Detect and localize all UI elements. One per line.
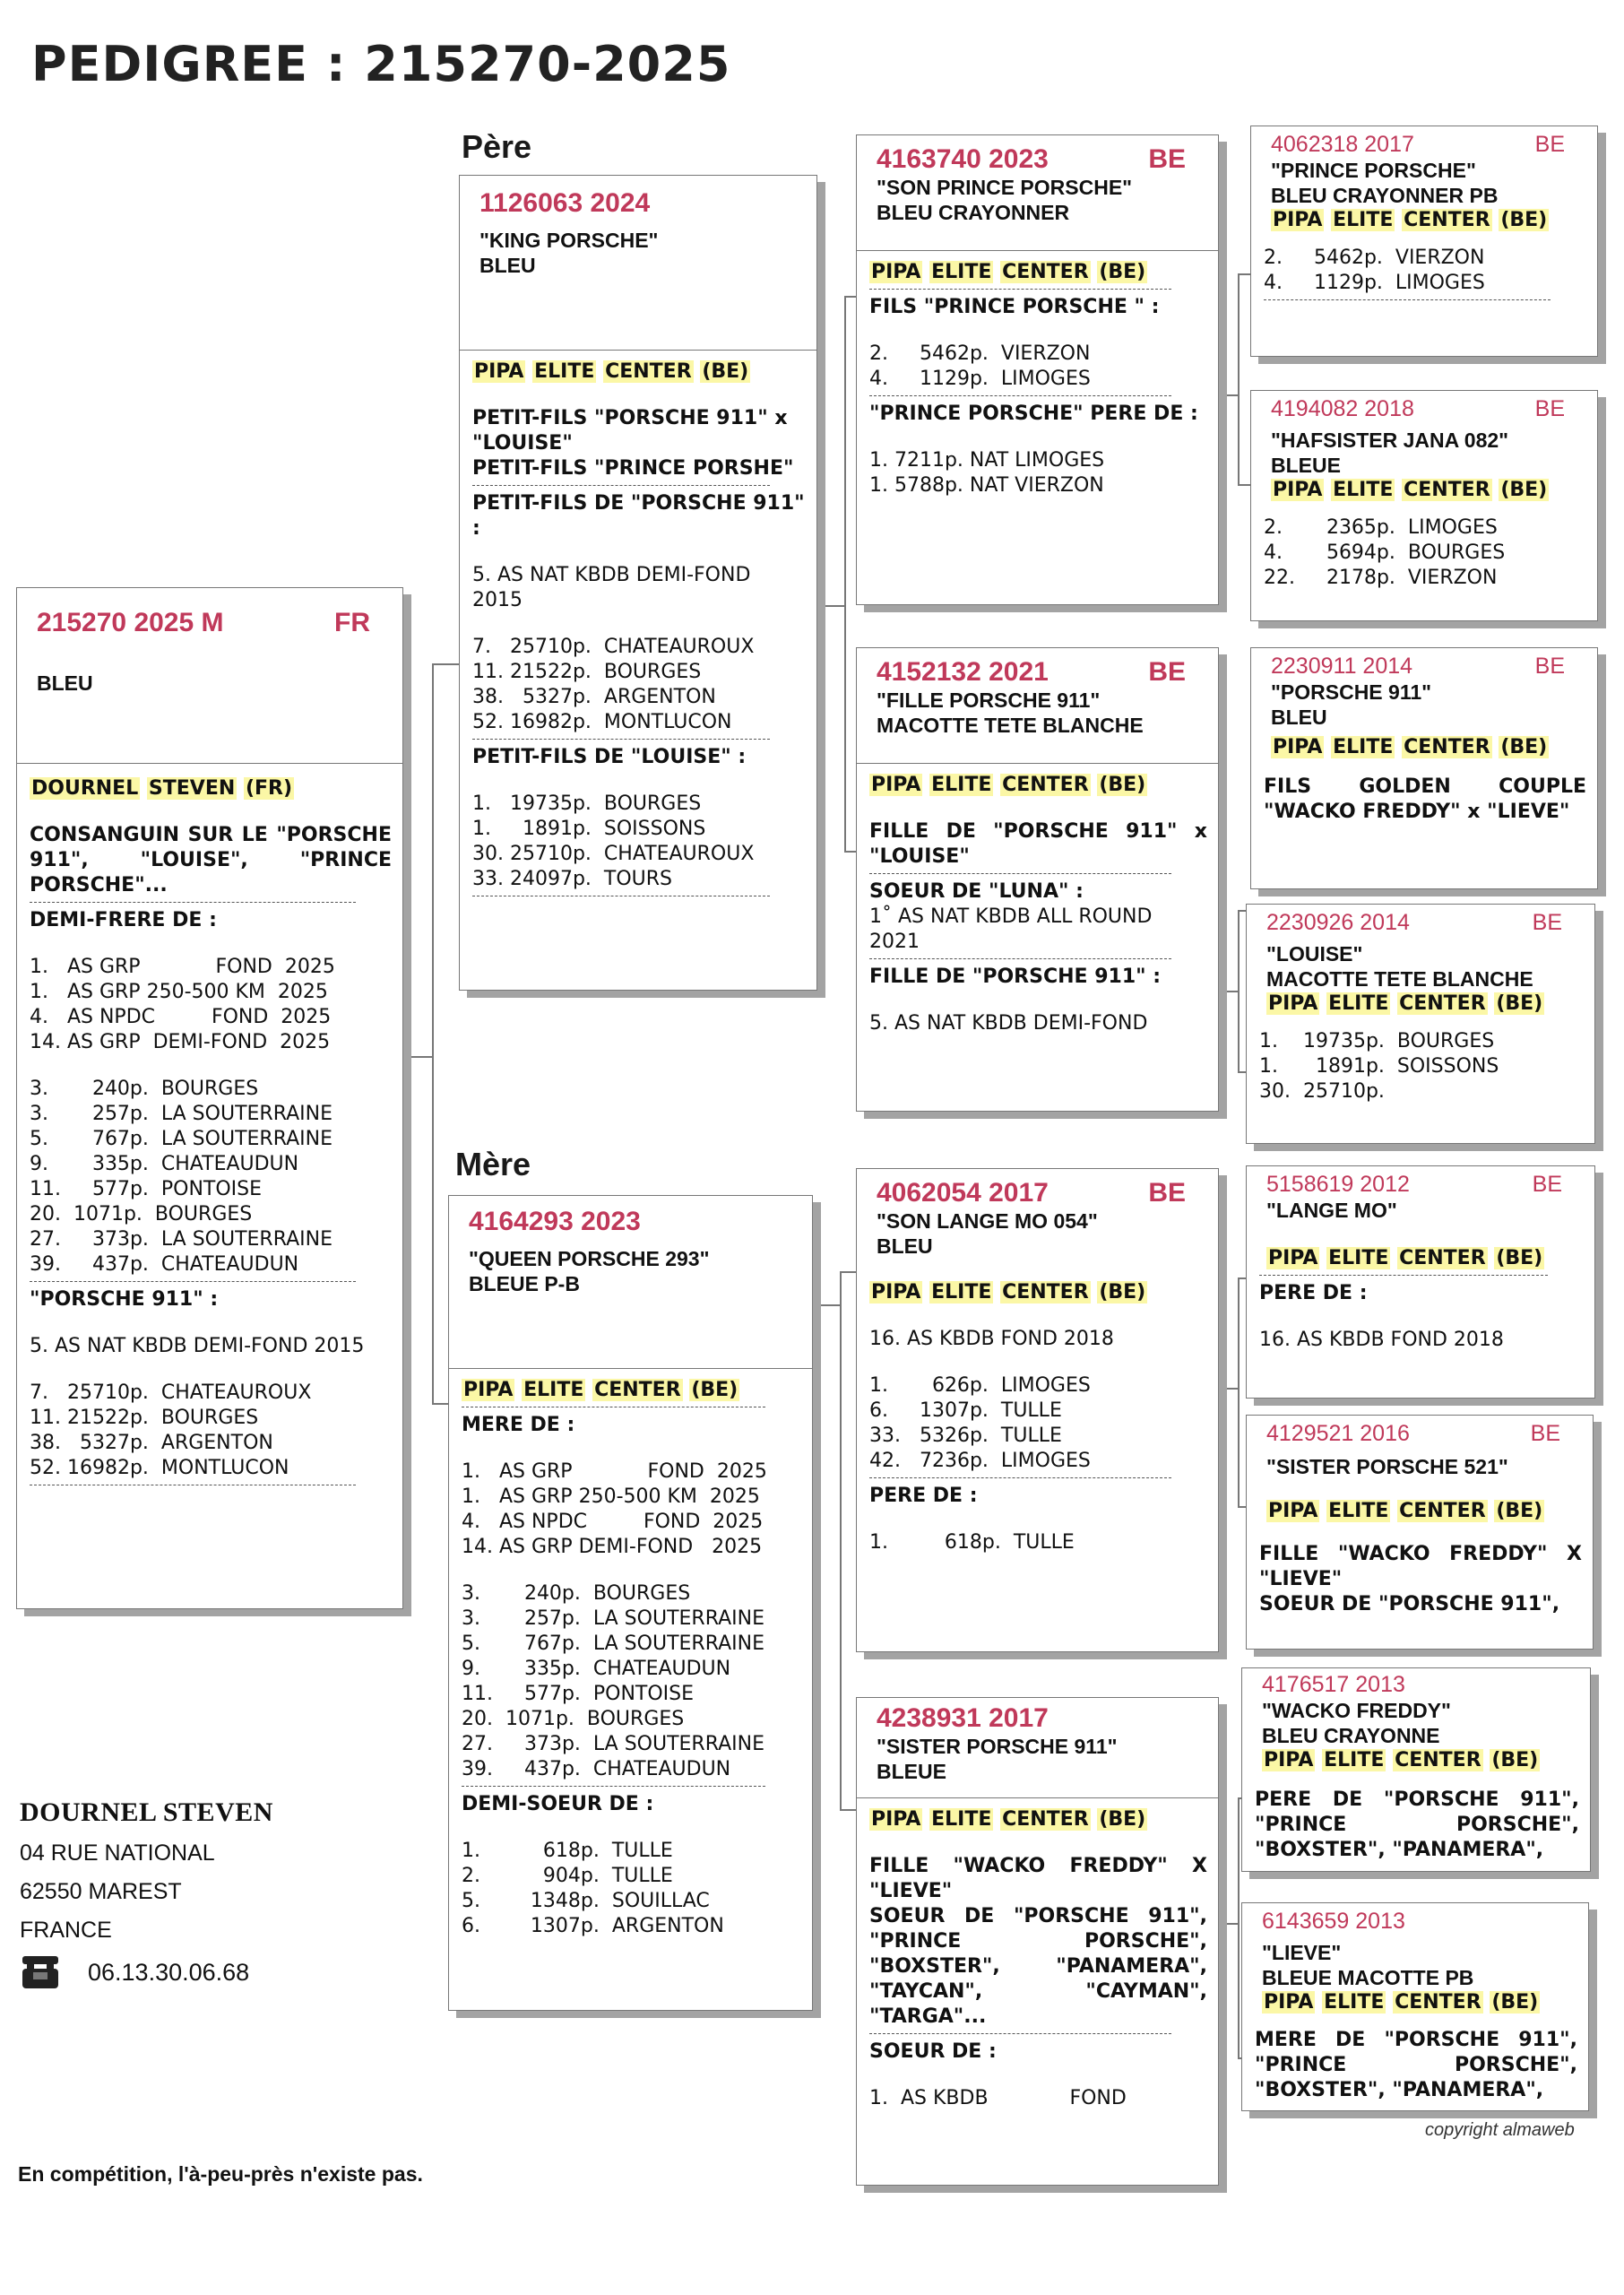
breeder-contact bbox=[20, 1797, 273, 1990]
mf-name: "SON LANGE MO 054" bbox=[877, 1209, 1098, 1233]
subject-note: CONSANGUIN SUR LE "PORSCHE 911", "LOUISE", "PRINCE PORSCHE"... bbox=[30, 824, 392, 896]
father-label: Père bbox=[462, 128, 532, 165]
mm-section2-title: SOEUR DE : bbox=[869, 2040, 997, 2063]
ffm-result: 4. 5694p. BOURGES bbox=[1264, 541, 1506, 564]
fmm-result: 30. 25710p. bbox=[1259, 1080, 1385, 1103]
fm-section1-title: SOEUR DE "LUNA" : bbox=[869, 880, 1084, 903]
ffm-result: 22. 2178p. VIERZON bbox=[1264, 567, 1498, 589]
mm-name: "SISTER PORSCHE 911" bbox=[877, 1735, 1118, 1758]
mfm-note1: FILLE "WACKO FREDDY" X "LIEVE" bbox=[1259, 1543, 1582, 1590]
fmf-country: BE bbox=[1534, 654, 1565, 679]
connector-mother-vertical bbox=[840, 1271, 842, 1809]
fmf-card bbox=[1250, 647, 1598, 889]
mmm-ring: 6143659 2013 bbox=[1262, 1909, 1405, 1934]
fm-line1: FILLE DE "PORSCHE 911" x "LOUISE" bbox=[869, 820, 1207, 868]
father-section2-title: PETIT-FILS DE "LOUISE" : bbox=[472, 746, 747, 768]
mother-loft-tag: PIPA ELITE CENTER (BE) bbox=[463, 1379, 739, 1401]
breeder-country: FRANCE bbox=[20, 1918, 112, 1943]
connector-father bbox=[432, 663, 459, 665]
ffm-card bbox=[1250, 390, 1598, 621]
mmm-note: MERE DE "PORSCHE 911", "PRINCE PORSCHE", "BOXSTER", "PANAMERA", bbox=[1255, 2029, 1577, 2101]
fmm-result: 1. 19735p. BOURGES bbox=[1259, 1030, 1495, 1052]
connector-mm bbox=[840, 1809, 856, 1811]
fff-loft-tag: PIPA ELITE CENTER (BE) bbox=[1273, 209, 1548, 231]
fmm-color: MACOTTE TETE BLANCHE bbox=[1266, 967, 1533, 991]
fm-section2-title: FILLE DE "PORSCHE 911" : bbox=[869, 966, 1162, 988]
ff-ring: 4163740 2023 bbox=[877, 144, 1049, 174]
ffm-country: BE bbox=[1534, 396, 1565, 421]
fm-section1-line: 1˚ AS NAT KBDB ALL ROUND 2021 bbox=[869, 905, 1153, 953]
connector-mf-out bbox=[1226, 1388, 1239, 1390]
fff-country: BE bbox=[1534, 132, 1565, 157]
connector-mm-out bbox=[1226, 1923, 1239, 1925]
mother-results: 3. 240p. BOURGES 3. 257p. LA SOUTERRAINE 5. 767p. LA SOUTERRAINE 9. 335p. CHATEAUDUN 11. 577p. PONTOISE 20. 1071p. BOURGES 27. 373p. LA SOUTERRAINE 39. 437p. CHATEAUDUN bbox=[462, 1582, 764, 1780]
page-title: PEDIGREE : 215270-2025 bbox=[31, 36, 731, 92]
mmm-card bbox=[1241, 1902, 1589, 2111]
fff-color: BLEU CRAYONNER PB bbox=[1271, 184, 1499, 207]
breeder-name: DOURNEL STEVEN bbox=[20, 1797, 273, 1827]
mfm-country: BE bbox=[1530, 1421, 1560, 1446]
father-section2-results: 1. 19735p. BOURGES 1. 1891p. SOISSONS 30. 25710p. CHATEAUROUX 33. 24097p. TOURS bbox=[472, 792, 755, 890]
ff-section1-title: FILS "PRINCE PORSCHE " : bbox=[869, 296, 1160, 318]
fmf-loft-tag: PIPA ELITE CENTER (BE) bbox=[1273, 736, 1548, 758]
mf-loft-tag: PIPA ELITE CENTER (BE) bbox=[871, 1281, 1146, 1303]
connector-mf-vertical bbox=[1238, 1277, 1240, 1506]
connector-mother bbox=[432, 1403, 448, 1405]
subject-section2-title: "PORSCHE 911" : bbox=[30, 1288, 219, 1311]
subject-section1-title: DEMI-FRERE DE : bbox=[30, 909, 217, 931]
mm-section2-line: 1. AS KBDB FOND bbox=[869, 2087, 1127, 2109]
fmm-country: BE bbox=[1532, 910, 1562, 935]
fmf-color: BLEU bbox=[1271, 706, 1327, 729]
breeder-phone[interactable]: 06.13.30.06.68 bbox=[88, 1958, 250, 1986]
subject-color: BLEU bbox=[37, 671, 93, 695]
connector-ff-vertical bbox=[1238, 273, 1240, 484]
mf-section2-results: 1. 618p. TULLE bbox=[869, 1531, 1075, 1554]
ffm-name: "HAFSISTER JANA 082" bbox=[1271, 429, 1509, 452]
fm-section2-line: 5. AS NAT KBDB DEMI-FOND bbox=[869, 1012, 1148, 1035]
subject-section2-line: 5. AS NAT KBDB DEMI-FOND 2015 bbox=[30, 1335, 365, 1357]
mmm-name: "LIEVE" bbox=[1262, 1941, 1342, 1964]
mf-country: BE bbox=[1148, 1178, 1186, 1208]
mother-section1-title: MERE DE : bbox=[462, 1414, 575, 1436]
connector-parents-vertical bbox=[432, 663, 434, 1403]
fff-ring: 4062318 2017 bbox=[1271, 132, 1414, 157]
fm-name: "FILLE PORSCHE 911" bbox=[877, 688, 1101, 712]
fmm-loft-tag: PIPA ELITE CENTER (BE) bbox=[1268, 992, 1543, 1015]
breeder-address-line2: 62550 MAREST bbox=[20, 1879, 182, 1904]
father-line1: PETIT-FILS "PORSCHE 911" x "LOUISE" bbox=[472, 407, 788, 455]
mff-card bbox=[1246, 1165, 1595, 1399]
copyright: copyright almaweb bbox=[1425, 2120, 1575, 2140]
fm-color: MACOTTE TETE BLANCHE bbox=[877, 714, 1144, 737]
connector-mm-vertical bbox=[1238, 1797, 1240, 2057]
mff-section-title: PERE DE : bbox=[1259, 1282, 1368, 1304]
ff-country: BE bbox=[1148, 144, 1186, 174]
mfm-loft-tag: PIPA ELITE CENTER (BE) bbox=[1268, 1500, 1543, 1522]
mmm-color: BLEUE MACOTTE PB bbox=[1262, 1966, 1474, 1989]
mff-loft-tag: PIPA ELITE CENTER (BE) bbox=[1268, 1247, 1543, 1269]
mff-name: "LANGE MO" bbox=[1266, 1199, 1397, 1222]
connector-mf bbox=[840, 1271, 856, 1273]
connector-ffm bbox=[1238, 484, 1250, 486]
mother-section2-title: DEMI-SOEUR DE : bbox=[462, 1793, 654, 1815]
father-section1-results: 7. 25710p. CHATEAUROUX 11. 21522p. BOURGES 38. 5327p. ARGENTON 52. 16982p. MONTLUCON bbox=[472, 636, 755, 733]
mfm-note2: SOEUR DE "PORSCHE 911", bbox=[1259, 1593, 1560, 1615]
ffm-ring: 4194082 2018 bbox=[1271, 396, 1414, 421]
mfm-ring: 4129521 2016 bbox=[1266, 1421, 1410, 1446]
mf-results: 1. 626p. LIMOGES 6. 1307p. TULLE 33. 5326p. TULLE 42. 7236p. LIMOGES bbox=[869, 1374, 1091, 1472]
fm-loft-tag: PIPA ELITE CENTER (BE) bbox=[871, 774, 1146, 796]
mm-color: BLEUE bbox=[877, 1760, 946, 1783]
ffm-result: 2. 2365p. LIMOGES bbox=[1264, 516, 1498, 539]
telephone-icon bbox=[20, 1954, 61, 1990]
mf-color: BLEU bbox=[877, 1234, 933, 1258]
mmf-color: BLEU CRAYONNE bbox=[1262, 1724, 1440, 1747]
mff-country: BE bbox=[1532, 1172, 1562, 1197]
subject-titles: 1. AS GRP FOND 2025 1. AS GRP 250-500 KM 2025 4. AS NPDC FOND 2025 14. AS GRP DEMI-FOND 2025 bbox=[30, 956, 335, 1053]
ff-color: BLEU CRAYONNER bbox=[877, 201, 1070, 224]
mmf-note: PERE DE "PORSCHE 911", "PRINCE PORSCHE", "BOXSTER", "PANAMERA", bbox=[1255, 1788, 1579, 1861]
mff-ring: 5158619 2012 bbox=[1266, 1172, 1410, 1197]
mfm-name: "SISTER PORSCHE 521" bbox=[1266, 1455, 1508, 1478]
connector-subject bbox=[403, 1056, 433, 1058]
mf-card bbox=[856, 1168, 1219, 1652]
mfm-card bbox=[1246, 1415, 1594, 1650]
mm-line1: FILLE "WACKO FREDDY" X "LIEVE" bbox=[869, 1855, 1207, 1902]
fmm-card bbox=[1246, 904, 1595, 1144]
fmm-ring: 2230926 2014 bbox=[1266, 910, 1410, 935]
mmf-loft-tag: PIPA ELITE CENTER (BE) bbox=[1264, 1749, 1539, 1771]
connector-fm-vertical bbox=[1238, 910, 1240, 1071]
subject-card bbox=[16, 587, 403, 1609]
connector-fm bbox=[844, 851, 856, 853]
fm-card bbox=[856, 647, 1219, 1112]
mf-section2-title: PERE DE : bbox=[869, 1485, 978, 1507]
father-ring: 1126063 2024 bbox=[479, 188, 651, 218]
fff-result: 4. 1129p. LIMOGES bbox=[1264, 272, 1485, 294]
mother-color: BLEUE P-B bbox=[469, 1272, 580, 1295]
connector-ff bbox=[844, 296, 856, 298]
mother-card bbox=[448, 1195, 813, 2011]
father-section1-line: 5. AS NAT KBDB DEMI-FOND 2015 bbox=[472, 564, 751, 611]
connector-ff-out bbox=[1226, 394, 1239, 396]
subject-section2-results: 7. 25710p. CHATEAUROUX 11. 21522p. BOURGES 38. 5327p. ARGENTON 52. 16982p. MONTLUCON bbox=[30, 1381, 312, 1479]
fm-ring: 4152132 2021 bbox=[877, 657, 1049, 687]
mother-ring: 4164293 2023 bbox=[469, 1207, 641, 1236]
mmm-loft-tag: PIPA ELITE CENTER (BE) bbox=[1264, 1991, 1539, 2014]
subject-country: FR bbox=[334, 608, 370, 637]
mother-section2-results: 1. 618p. TULLE 2. 904p. TULLE 5. 1348p. SOUILLAC 6. 1307p. ARGENTON bbox=[462, 1840, 724, 1937]
father-color: BLEU bbox=[479, 254, 536, 277]
subject-ring: 215270 2025 M bbox=[37, 608, 224, 637]
mother-name: "QUEEN PORSCHE 293" bbox=[469, 1247, 710, 1270]
connector-fm-out bbox=[1226, 991, 1239, 992]
connector-fff bbox=[1238, 273, 1250, 275]
motto: En compétition, l'à-peu-près n'existe pas. bbox=[18, 2162, 423, 2186]
father-card bbox=[459, 175, 817, 991]
mmf-card bbox=[1241, 1667, 1591, 1872]
mf-title-line: 16. AS KBDB FOND 2018 bbox=[869, 1328, 1114, 1350]
connector-mother-out bbox=[821, 1304, 841, 1306]
connector-father-vertical bbox=[844, 296, 846, 852]
subject-owner-tag: DOURNEL STEVEN (FR) bbox=[31, 777, 293, 800]
connector-father-out bbox=[825, 605, 845, 607]
ffm-loft-tag: PIPA ELITE CENTER (BE) bbox=[1273, 479, 1548, 501]
breeder-address-line1: 04 RUE NATIONAL bbox=[20, 1840, 215, 1866]
fmf-note: FILS GOLDEN COUPLE "WACKO FREDDY" x "LIEVE" bbox=[1264, 775, 1586, 823]
mmf-ring: 4176517 2013 bbox=[1262, 1672, 1405, 1697]
ff-section2-title: "PRINCE PORSCHE" PERE DE : bbox=[869, 403, 1198, 425]
mm-ring: 4238931 2017 bbox=[877, 1703, 1049, 1733]
fmf-name: "PORSCHE 911" bbox=[1271, 680, 1432, 704]
father-name: "KING PORSCHE" bbox=[479, 229, 659, 252]
ff-name: "SON PRINCE PORSCHE" bbox=[877, 176, 1133, 199]
fff-name: "PRINCE PORSCHE" bbox=[1271, 159, 1476, 182]
fmf-ring: 2230911 2014 bbox=[1271, 654, 1413, 679]
fmm-name: "LOUISE" bbox=[1266, 942, 1363, 966]
ffm-color: BLEUE bbox=[1271, 454, 1341, 477]
ff-loft-tag: PIPA ELITE CENTER (BE) bbox=[871, 261, 1146, 283]
father-loft-tag: PIPA ELITE CENTER (BE) bbox=[474, 360, 749, 383]
ff-section2-results: 1. 7211p. NAT LIMOGES 1. 5788p. NAT VIERZON bbox=[869, 449, 1105, 497]
ff-card bbox=[856, 134, 1219, 605]
mm-card bbox=[856, 1697, 1219, 2186]
mm-loft-tag: PIPA ELITE CENTER (BE) bbox=[871, 1808, 1146, 1831]
fm-country: BE bbox=[1148, 657, 1186, 687]
mm-line2: SOEUR DE "PORSCHE 911", "PRINCE PORSCHE", "BOXSTER", "PANAMERA", "TAYCAN", "CAYMAN", "TARGA"... bbox=[869, 1905, 1207, 2028]
mf-ring: 4062054 2017 bbox=[877, 1178, 1049, 1208]
father-section1-title: PETIT-FILS DE "PORSCHE 911" : bbox=[472, 492, 805, 540]
fff-card bbox=[1250, 126, 1598, 357]
mother-label: Mère bbox=[455, 1146, 531, 1182]
subject-results: 3. 240p. BOURGES 3. 257p. LA SOUTERRAINE 5. 767p. LA SOUTERRAINE 9. 335p. CHATEAUDUN 11. 577p. PONTOISE 20. 1071p. BOURGES 27. 373p. LA SOUTERRAINE 39. 437p. CHATEAUDUN bbox=[30, 1078, 333, 1276]
ff-section1-results: 2. 5462p. VIERZON 4. 1129p. LIMOGES bbox=[869, 342, 1091, 390]
mmf-name: "WACKO FREDDY" bbox=[1262, 1699, 1451, 1722]
fmm-result: 1. 1891p. SOISSONS bbox=[1259, 1055, 1499, 1078]
mother-titles: 1. AS GRP FOND 2025 1. AS GRP 250-500 KM 2025 4. AS NPDC FOND 2025 14. AS GRP DEMI-FOND 2025 bbox=[462, 1460, 767, 1558]
fff-result: 2. 5462p. VIERZON bbox=[1264, 247, 1485, 269]
mff-section-line: 16. AS KBDB FOND 2018 bbox=[1259, 1329, 1504, 1351]
father-line2: PETIT-FILS "PRINCE PORSHE" bbox=[472, 457, 794, 480]
